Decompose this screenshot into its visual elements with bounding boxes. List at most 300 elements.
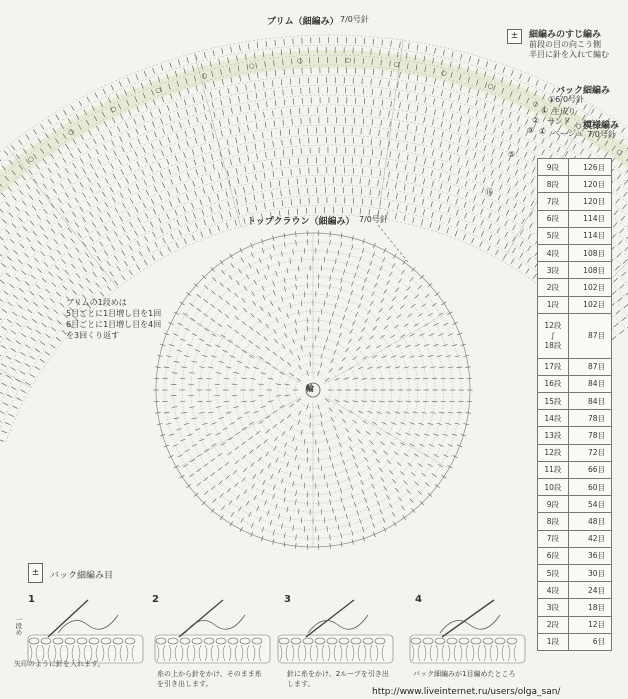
crown-stitch [243, 308, 247, 312]
crown-stitch [362, 527, 364, 532]
brim-stitch [178, 198, 180, 204]
brim-stitch [86, 278, 90, 283]
crown-stitch [301, 430, 302, 435]
table-row [538, 564, 612, 581]
crown-stitch [329, 455, 330, 460]
brim-stitch [134, 174, 137, 179]
brim-stitch [476, 111, 478, 117]
brim-stitch [63, 286, 67, 290]
brim-stitch [179, 230, 181, 235]
brim-stitch [371, 139, 372, 145]
brim-stitch [237, 147, 238, 153]
crown-stitch [279, 468, 281, 473]
crown-stitch [180, 475, 185, 478]
crown-stitch [276, 395, 282, 396]
brim-stitch [414, 135, 415, 141]
brim-stitch [187, 141, 189, 147]
brim-stitch [220, 152, 222, 158]
brim-stitch [50, 154, 53, 159]
crown-stitch [264, 337, 268, 341]
brim-row-line [0, 105, 628, 404]
crown-stitch [293, 339, 295, 344]
brim-stitch [58, 276, 62, 280]
brim-stitch [500, 152, 502, 158]
brim-stitch [509, 123, 511, 129]
brim-stitch [82, 217, 86, 222]
brim-stitch [507, 166, 509, 171]
brim-stitch [238, 209, 240, 215]
brim-stitch [616, 186, 620, 191]
brim-stitch [167, 214, 170, 219]
crown-stitch [432, 401, 438, 402]
stitch-count: 102目 [568, 279, 611, 296]
brim-stitch [613, 223, 617, 228]
crown-stitch [172, 373, 178, 374]
brim-stitch [184, 100, 186, 106]
brim-stitch [95, 93, 98, 98]
brim-stitch [506, 210, 509, 215]
color-1-note: 生成り [552, 107, 576, 116]
brim-stitch [169, 224, 172, 229]
color-2-note: サンド [547, 117, 571, 126]
brim-note-3: 6目ごとに1目増し目を4回 [66, 320, 162, 329]
crown-stitch [227, 288, 231, 292]
crown-stitch [414, 378, 420, 379]
brim-stitch [15, 277, 19, 281]
brim-stitch [151, 144, 153, 150]
brim-stitch [72, 212, 76, 217]
brim-stitch [266, 41, 267, 47]
brim-stitch [1, 263, 5, 267]
crown-stitch [230, 254, 233, 259]
crown-stitch [434, 323, 439, 326]
brim-stitch [205, 83, 207, 89]
crown-stitch [233, 306, 237, 310]
brim-stitch [97, 256, 101, 261]
crown-stitch [204, 491, 208, 495]
brim-stitch [65, 168, 68, 173]
crown-stitch [414, 323, 419, 326]
crown-stitch [273, 494, 275, 499]
brim-stitch [283, 120, 284, 126]
brim-stitch [472, 238, 474, 243]
brim-stitch [86, 143, 89, 148]
crown-stitch [393, 254, 396, 259]
brim-stitch [15, 207, 19, 211]
stitch-count: 72目 [568, 444, 611, 461]
table-row [538, 393, 612, 410]
brim-stitch [53, 214, 57, 219]
crown-stitch [361, 327, 365, 331]
brim-stitch [90, 164, 93, 169]
brim-stitch [112, 118, 115, 123]
brim-stitch [11, 367, 16, 370]
crown-stitch [438, 444, 443, 446]
row-label: 9段 [538, 159, 569, 176]
brim-stitch [22, 201, 26, 206]
brim-stitch [515, 192, 518, 197]
crown-stitch [256, 431, 260, 434]
brim-stitch [155, 242, 158, 247]
brim-stitch [432, 119, 433, 125]
crown-stitch [287, 362, 291, 366]
brim-stitch [187, 226, 189, 232]
back-sc-symbol: ± [31, 568, 40, 578]
brim-title: ブリム（細編み） [267, 17, 339, 27]
crown-stitch [396, 433, 401, 436]
brim-stitch [63, 158, 66, 163]
brim-stitch [187, 88, 189, 94]
brim-stitch [112, 221, 115, 226]
brim-stitch [0, 439, 4, 441]
brim-stitch [616, 310, 621, 314]
brim-stitch [478, 59, 480, 65]
brim-stitch [612, 291, 616, 295]
brim-stitch [290, 109, 291, 115]
brim-stitch [404, 184, 405, 190]
brim-stitch [10, 239, 14, 243]
crown-stitch [372, 523, 374, 528]
brim-stitch [406, 144, 407, 150]
brim-stitch [614, 323, 619, 327]
crown-stitch [344, 400, 349, 402]
crown-stitch [173, 334, 178, 336]
brim-stitch [117, 266, 121, 271]
mark-9: ⑨ [527, 126, 535, 135]
row-label: 6段 [538, 547, 569, 564]
brim-stitch [490, 202, 492, 207]
brim-stitch [5, 422, 11, 424]
brim-stitch [525, 163, 528, 168]
crown-stitch [257, 269, 259, 274]
brim-stitch [11, 145, 15, 150]
crown-stitch [335, 400, 340, 402]
crown-stitch [180, 439, 185, 441]
brim-stitch [281, 190, 282, 196]
brim-stitch [245, 197, 246, 203]
row-label: 1段 [538, 633, 569, 650]
brim-stitch [371, 79, 372, 85]
brim-stitch [550, 143, 553, 148]
crown-stitch [263, 295, 266, 300]
brim-stitch [515, 170, 518, 175]
brim-stitch [107, 236, 110, 241]
brim-stitch [388, 192, 389, 198]
brim-stitch [619, 163, 623, 168]
brim-stitch [440, 142, 442, 148]
step-2-hook [179, 600, 223, 637]
crown-stitch [241, 518, 244, 523]
brim-stitch [518, 264, 521, 269]
brim-stitch [500, 141, 502, 147]
crown-stitch [379, 468, 383, 472]
crown-stitch [221, 443, 226, 446]
brim-stitch [226, 191, 228, 197]
brim-stitch [283, 150, 284, 156]
crown-stitch [340, 323, 342, 328]
brim-stitch [196, 169, 198, 175]
brim-stitch [83, 267, 87, 272]
crown-stitch [249, 436, 253, 439]
crown-stitch [367, 367, 372, 369]
brim-stitch [82, 242, 86, 247]
crown-stitch [287, 462, 289, 467]
brim-stitch [7, 395, 12, 398]
crown-stitch [382, 518, 385, 523]
crown-section-line [323, 396, 449, 469]
crown-stitch [243, 468, 247, 472]
crown-stitch [374, 492, 377, 497]
crown-stitch [236, 281, 239, 286]
crown-stitch [336, 434, 339, 439]
crown-stitch [362, 401, 367, 402]
brim-stitch [72, 290, 76, 294]
brim-stitch [6, 356, 11, 359]
brim-stitch [499, 162, 501, 168]
brim-stitch [500, 185, 502, 190]
brim-stitch [158, 162, 160, 168]
step-3-text-2: します。 [287, 680, 315, 688]
brim-stitch [118, 183, 121, 188]
brim-stitch [32, 206, 36, 211]
brim-stitch [439, 193, 441, 199]
brim-stitch [9, 213, 13, 217]
brim-stitch [282, 140, 283, 146]
brim-stitch [237, 117, 238, 123]
brim-stitch [408, 104, 409, 110]
brim-stitch [153, 68, 155, 74]
crown-stitch [220, 515, 223, 520]
brim-stitch [160, 172, 162, 177]
brim-stitch [423, 179, 424, 185]
stitch-count: 78目 [568, 427, 611, 444]
crown-stitch [244, 286, 247, 291]
crown-stitch [343, 460, 345, 465]
brim-stitch [183, 206, 185, 212]
brim-stitch [0, 316, 1, 320]
brim-stitch [254, 83, 255, 89]
crown-stitch [367, 466, 370, 471]
brim-stitch [459, 137, 461, 143]
brim-stitch [161, 228, 164, 233]
brim-stitch [90, 237, 94, 242]
crown-stitch [457, 367, 463, 368]
brim-stitch [2, 383, 7, 386]
brim-stitch [107, 261, 111, 266]
brim-stitch [481, 231, 484, 236]
brim-stitch [177, 220, 179, 225]
brim-stitch [210, 92, 211, 98]
crown-stitch [234, 483, 238, 487]
brim-stitch [235, 220, 237, 226]
crown-stitch [211, 458, 216, 461]
crown-stitch [351, 485, 353, 490]
brim-stitch [485, 114, 487, 120]
brim-stitch [73, 139, 76, 144]
brim-stitch [499, 173, 501, 178]
brim-stitch [406, 175, 407, 181]
table-row [538, 496, 612, 513]
brim-stitch [456, 199, 458, 205]
brim-stitch [443, 80, 444, 86]
brim-stitch [112, 197, 115, 202]
brim-stitch [372, 149, 373, 155]
brim-stitch [280, 130, 281, 136]
brim-stitch [381, 120, 382, 126]
brim-stitch [6, 338, 11, 341]
brim-stitch [159, 108, 161, 114]
brim-stitch [397, 82, 398, 88]
crown-stitch [372, 291, 375, 296]
brim-stitch [417, 44, 418, 50]
crown-stitch [298, 355, 300, 360]
table-row [538, 547, 612, 564]
crown-stitch [166, 423, 171, 424]
brim-stitch [524, 152, 527, 157]
crown-stitch [189, 372, 195, 373]
brim-stitch [489, 235, 492, 240]
brim-stitch [132, 256, 135, 261]
crown-stitch [390, 442, 395, 445]
crown-stitch [195, 350, 200, 352]
crown-stitch [429, 334, 434, 336]
crown-stitch [353, 378, 358, 379]
crown-stitch [379, 308, 383, 312]
brim-stitch [614, 278, 618, 282]
crown-stitch [404, 481, 408, 485]
crown-stitch [346, 261, 347, 266]
brim-stitch [57, 250, 61, 255]
step-3-yarn [308, 615, 368, 633]
crown-stitch [273, 329, 276, 334]
crown-stitch [384, 486, 387, 491]
brim-stitch [21, 333, 26, 337]
stitch-count: 6目 [568, 633, 611, 650]
brim-stitch [249, 104, 250, 110]
brim-stitch [274, 90, 275, 96]
crown-stitch [369, 336, 373, 340]
brim-stitch [528, 234, 531, 239]
brim-stitch [196, 117, 198, 123]
crown-stitch [206, 344, 211, 346]
crown-stitch [211, 334, 216, 337]
brim-stitch [467, 129, 469, 135]
brim-stitch [474, 152, 476, 158]
crown-stitch [424, 344, 429, 346]
brim-stitch [97, 207, 100, 212]
brim-stitch [64, 244, 68, 249]
brim-stitch [18, 260, 22, 264]
brim-row-line [0, 155, 628, 421]
brim-stitch [145, 157, 148, 162]
crown-stitch [448, 444, 453, 446]
brim-stitch [103, 89, 106, 94]
brim-stitch [382, 100, 383, 106]
brim-stitch [457, 221, 459, 227]
brim-stitch [292, 149, 293, 155]
crown-stitch [419, 444, 424, 447]
brim-stitch [100, 292, 104, 297]
brim-stitch [481, 209, 483, 215]
brim-stitch [87, 97, 90, 102]
brim-stitch [41, 173, 45, 178]
crown-stitch [348, 339, 351, 343]
brim-stitch [619, 330, 624, 334]
brim-stitch [171, 179, 173, 185]
brim-stitch [477, 122, 479, 128]
crown-stitch [447, 312, 452, 315]
brim-stitch [152, 176, 155, 181]
brim-stitch [168, 137, 170, 143]
brim-stitch [19, 217, 23, 221]
brim-stitch [114, 151, 117, 156]
brim-stitch [122, 251, 125, 256]
brim-stitch [457, 189, 459, 195]
brim-stitch [222, 48, 223, 54]
brim-stitch [48, 119, 51, 124]
brim-stitch [171, 234, 174, 239]
brim-stitch [201, 147, 203, 153]
brim-stitch [458, 168, 460, 174]
crown-stitch [199, 439, 204, 441]
brim-stitch [580, 149, 583, 154]
brim-stitch [78, 258, 82, 263]
brim-stitch [432, 88, 433, 94]
crown-stitch [189, 474, 194, 477]
brim-stitch [389, 81, 390, 87]
crown-stitch [364, 457, 367, 461]
brim-stitch [24, 253, 28, 257]
brim-stitch [142, 170, 145, 175]
crown-stitch [221, 335, 226, 338]
brim-stitch [244, 218, 245, 224]
brim-stitch [89, 289, 93, 293]
stitch-count: 87目 [568, 313, 611, 358]
brim-stitch [193, 97, 195, 103]
brim-stitch [11, 348, 16, 351]
brim-stitch [162, 183, 164, 188]
brim-stitch [475, 174, 477, 180]
crown-stitch [345, 428, 349, 432]
brim-stitch [104, 122, 107, 127]
brim-stitch [176, 188, 178, 194]
brim-stitch [493, 117, 495, 123]
brim-stitch [369, 179, 370, 185]
table-row [538, 227, 612, 244]
brim-stitch [483, 166, 485, 172]
brim-stitch [0, 156, 1, 161]
crown-stitch [438, 464, 443, 467]
crown-stitch [262, 489, 264, 494]
brim-stitch [395, 183, 396, 189]
crown-stitch [424, 434, 429, 436]
brim-stitch [60, 184, 63, 189]
crown-stitch [296, 284, 297, 290]
brim-stitch [102, 192, 105, 197]
brim-stitch [421, 188, 422, 194]
brim-stitch [170, 62, 172, 68]
crown-stitch [397, 314, 401, 318]
brim-stitch [54, 239, 58, 244]
crown-stitch [173, 444, 178, 446]
crown-stitch [404, 324, 409, 327]
stitch-count: 114目 [568, 227, 611, 244]
table-row [538, 210, 612, 227]
crown-stitch [296, 231, 297, 237]
crown-stitch [213, 277, 217, 281]
brim-stitch [41, 251, 45, 255]
brim-stitch [25, 364, 30, 367]
